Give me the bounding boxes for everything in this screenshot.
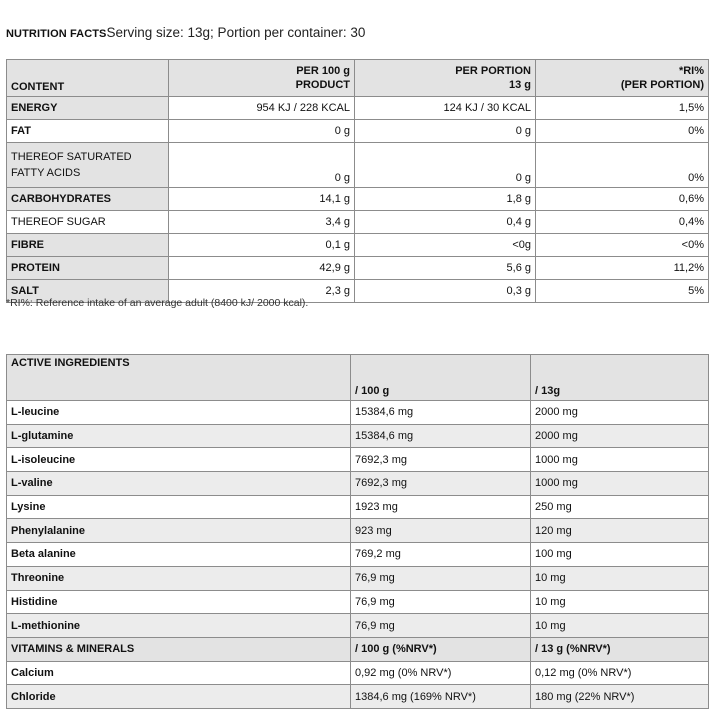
per13-value: 1000 mg [531, 448, 709, 472]
per100-value: 769,2 mg [351, 543, 531, 567]
portion-value: 0 g [355, 143, 536, 188]
per13-value: 10 mg [531, 566, 709, 590]
per100-value: 1384,6 mg (169% NRV*) [351, 685, 531, 709]
per13-value: 250 mg [531, 495, 709, 519]
portion-header: PER PORTION 13 g [355, 60, 536, 97]
portion-value: 5,6 g [355, 257, 536, 280]
ingredient-name: L-glutamine [7, 424, 351, 448]
per100-value: 15384,6 mg [351, 424, 531, 448]
per100-value: 14,1 g [169, 188, 355, 211]
per100-value: 923 mg [351, 519, 531, 543]
table-row [7, 543, 709, 567]
ingredients-header-row [7, 355, 709, 401]
table-row [7, 614, 709, 638]
per100-value: 76,9 mg [351, 590, 531, 614]
ri-value: 1,5% [536, 97, 709, 120]
ri-value: 0,4% [536, 211, 709, 234]
per100-value: 7692,3 mg [351, 472, 531, 496]
per13-column-header: / 13g [531, 355, 709, 401]
per100-value: 0 g [169, 143, 355, 188]
per13-value: 1000 mg [531, 472, 709, 496]
table-row [7, 424, 709, 448]
per100-value: 15384,6 mg [351, 401, 531, 425]
per100-value: 954 KJ / 228 KCAL [169, 97, 355, 120]
table-row [7, 590, 709, 614]
ingredient-name: Beta alanine [7, 543, 351, 567]
nutrient-label: SALT [7, 280, 169, 303]
table-row [7, 211, 709, 234]
per100-value: 0 g [169, 120, 355, 143]
table-row [7, 234, 709, 257]
portion-value: 0,4 g [355, 211, 536, 234]
ingredient-name: Lysine [7, 495, 351, 519]
active-ingredients-header: ACTIVE INGREDIENTS [7, 355, 351, 401]
ri-footnote: *RI%: Reference intake of an average adult (8400 kJ/ 2000 kcal). [6, 297, 309, 309]
table-row [7, 472, 709, 496]
ri-value: 0% [536, 143, 709, 188]
per100-column-header: / 100 g [351, 355, 531, 401]
page-title: NUTRITION FACTS [6, 28, 107, 40]
per100-value: 3,4 g [169, 211, 355, 234]
table-row [7, 685, 709, 709]
per100-value: 1923 mg [351, 495, 531, 519]
table-row [7, 448, 709, 472]
content-header: CONTENT [7, 60, 169, 97]
nutrient-label: CARBOHYDRATES [7, 188, 169, 211]
portion-value: <0g [355, 234, 536, 257]
ingredient-name: L-valine [7, 472, 351, 496]
ingredient-name: L-methionine [7, 614, 351, 638]
ingredient-name: Threonine [7, 566, 351, 590]
nutrition-table [6, 59, 709, 303]
ri-value: <0% [536, 234, 709, 257]
table-row [7, 188, 709, 211]
table-row [7, 519, 709, 543]
ri-value: 5% [536, 280, 709, 303]
table-row [7, 143, 709, 188]
ingredients-table [6, 354, 709, 709]
per13-value: 0,12 mg (0% NRV*) [531, 661, 709, 685]
per100-value: 0,1 g [169, 234, 355, 257]
nutrient-label: THEREOF SATURATED FATTY ACIDS [7, 143, 169, 188]
per100-value: 42,9 g [169, 257, 355, 280]
table-row [7, 495, 709, 519]
per100-value: 0,92 mg (0% NRV*) [351, 661, 531, 685]
per100-nrv-header: / 100 g (%NRV*) [351, 637, 531, 661]
per13-value: 100 mg [531, 543, 709, 567]
ri-value: 11,2% [536, 257, 709, 280]
ingredient-name: Phenylalanine [7, 519, 351, 543]
nutrient-label: THEREOF SUGAR [7, 211, 169, 234]
nutrient-label: ENERGY [7, 97, 169, 120]
ingredient-name: L-isoleucine [7, 448, 351, 472]
mineral-name: Chloride [7, 685, 351, 709]
vitamins-header-row [7, 637, 709, 661]
per100-value: 7692,3 mg [351, 448, 531, 472]
per13-nrv-header: / 13 g (%NRV*) [531, 637, 709, 661]
ri-value: 0% [536, 120, 709, 143]
portion-value: 0,3 g [355, 280, 536, 303]
per100-value: 2,3 g [169, 280, 355, 303]
per13-value: 120 mg [531, 519, 709, 543]
portion-value: 124 KJ / 30 KCAL [355, 97, 536, 120]
table-row [7, 401, 709, 425]
per13-value: 10 mg [531, 614, 709, 638]
table-row [7, 661, 709, 685]
per13-value: 2000 mg [531, 424, 709, 448]
ri-header: *RI% (PER PORTION) [536, 60, 709, 97]
per100-value: 76,9 mg [351, 566, 531, 590]
ri-value: 0,6% [536, 188, 709, 211]
vitamins-minerals-header: VITAMINS & MINERALS [7, 637, 351, 661]
nutrient-label: FIBRE [7, 234, 169, 257]
table-row [7, 257, 709, 280]
serving-info: Serving size: 13g; Portion per container: 30 [106, 25, 366, 40]
per100-header: PER 100 g PRODUCT [169, 60, 355, 97]
nutrient-label: PROTEIN [7, 257, 169, 280]
per13-value: 2000 mg [531, 401, 709, 425]
table-row [7, 97, 709, 120]
mineral-name: Calcium [7, 661, 351, 685]
per13-value: 180 mg (22% NRV*) [531, 685, 709, 709]
ingredient-name: Histidine [7, 590, 351, 614]
table-row [7, 120, 709, 143]
nutrition-header-row [7, 60, 709, 97]
portion-value: 1,8 g [355, 188, 536, 211]
nutrient-label: FAT [7, 120, 169, 143]
per100-value: 76,9 mg [351, 614, 531, 638]
ingredient-name: L-leucine [7, 401, 351, 425]
per13-value: 10 mg [531, 590, 709, 614]
portion-value: 0 g [355, 120, 536, 143]
table-row [7, 566, 709, 590]
title-row [6, 24, 365, 42]
